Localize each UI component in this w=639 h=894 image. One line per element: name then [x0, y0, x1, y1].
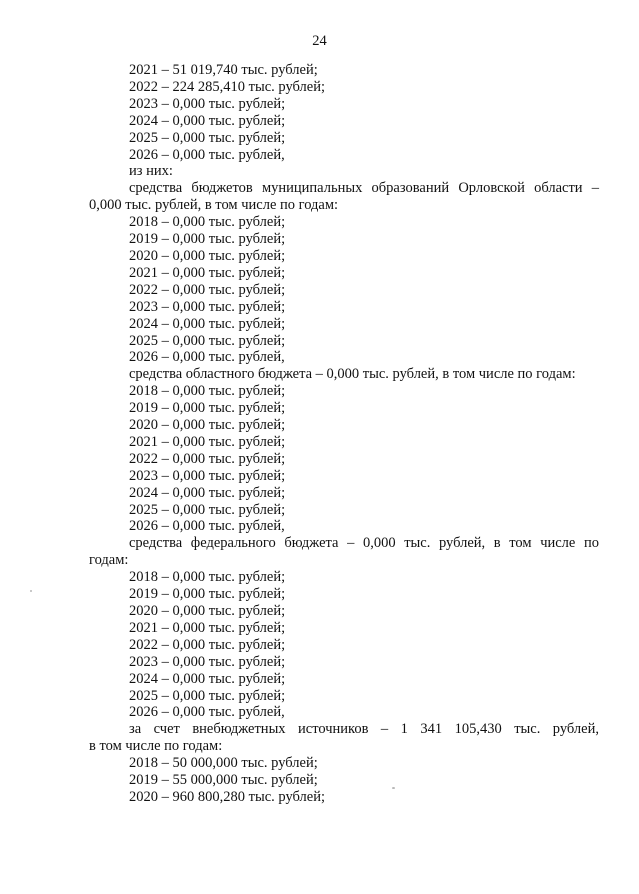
- text-line: средства бюджетов муниципальных образований Орловской области –: [129, 180, 599, 197]
- text-line: 2021 – 0,000 тыс. рублей;: [129, 433, 286, 450]
- text-line: годам:: [89, 552, 129, 569]
- text-line: 2024 – 0,000 тыс. рублей;: [129, 112, 286, 129]
- text-line: 2022 – 0,000 тыс. рублей;: [129, 281, 286, 298]
- text-line: средства федерального бюджета – 0,000 тыс. рублей, в том числе по: [129, 535, 599, 552]
- text-line: 2019 – 55 000,000 тыс. рублей;: [129, 772, 318, 789]
- text-line: 2020 – 960 800,280 тыс. рублей;: [129, 788, 325, 805]
- text-line: 2022 – 0,000 тыс. рублей;: [129, 636, 286, 653]
- text-line: 2023 – 0,000 тыс. рублей;: [129, 95, 286, 112]
- text-line: 2020 – 0,000 тыс. рублей;: [129, 417, 286, 434]
- text-line: 2024 – 0,000 тыс. рублей;: [129, 484, 286, 501]
- text-line: 2025 – 0,000 тыс. рублей;: [129, 332, 286, 349]
- text-line: 2024 – 0,000 тыс. рублей;: [129, 315, 286, 332]
- text-line: из них:: [129, 163, 173, 180]
- text-line: 0,000 тыс. рублей, в том числе по годам:: [89, 197, 339, 214]
- text-line: 2018 – 0,000 тыс. рублей;: [129, 383, 286, 400]
- text-line: 2021 – 51 019,740 тыс. рублей;: [129, 62, 318, 78]
- text-line: 2019 – 0,000 тыс. рублей;: [129, 231, 286, 248]
- text-line: в том числе по годам:: [89, 738, 223, 755]
- text-line: 2020 – 0,000 тыс. рублей;: [129, 247, 286, 264]
- text-line: за счет внебюджетных источников – 1 341 105,430 тыс. рублей,: [129, 721, 599, 738]
- text-line: 2023 – 0,000 тыс. рублей;: [129, 298, 286, 315]
- text-line: 2026 – 0,000 тыс. рублей,: [129, 518, 285, 535]
- text-line: 2019 – 0,000 тыс. рублей;: [129, 400, 286, 417]
- text-line: 2022 – 224 285,410 тыс. рублей;: [129, 78, 325, 95]
- text-line: 2025 – 0,000 тыс. рублей;: [129, 687, 286, 704]
- text-line: 2020 – 0,000 тыс. рублей;: [129, 603, 286, 619]
- text-line: средства областного бюджета – 0,000 тыс. рублей, в том числе по годам:: [129, 366, 576, 383]
- text-line: 2025 – 0,000 тыс. рублей;: [129, 501, 286, 518]
- text-line: 2019 – 0,000 тыс. рублей;: [129, 586, 286, 603]
- text-line: 2025 – 0,000 тыс. рублей;: [129, 129, 286, 146]
- page-number: 24: [312, 33, 327, 49]
- text-line: 2021 – 0,000 тыс. рублей;: [129, 619, 286, 636]
- text-line: 2021 – 0,000 тыс. рублей;: [129, 264, 286, 281]
- text-line: 2018 – 0,000 тыс. рублей;: [129, 569, 286, 586]
- text-line: 2024 – 0,000 тыс. рублей;: [129, 670, 286, 687]
- scan-speck: [392, 787, 395, 789]
- text-line: 2018 – 0,000 тыс. рублей;: [129, 214, 286, 231]
- document-body: [89, 62, 599, 806]
- text-line: 2026 – 0,000 тыс. рублей,: [129, 349, 285, 366]
- text-line: 2026 – 0,000 тыс. рублей,: [129, 704, 285, 721]
- text-line: 2023 – 0,000 тыс. рублей;: [129, 653, 286, 670]
- scan-speck: [30, 590, 32, 592]
- text-line: 2022 – 0,000 тыс. рублей;: [129, 450, 286, 467]
- text-line: 2018 – 50 000,000 тыс. рублей;: [129, 755, 318, 772]
- text-line: 2026 – 0,000 тыс. рублей,: [129, 146, 285, 163]
- text-line: 2023 – 0,000 тыс. рублей;: [129, 467, 286, 484]
